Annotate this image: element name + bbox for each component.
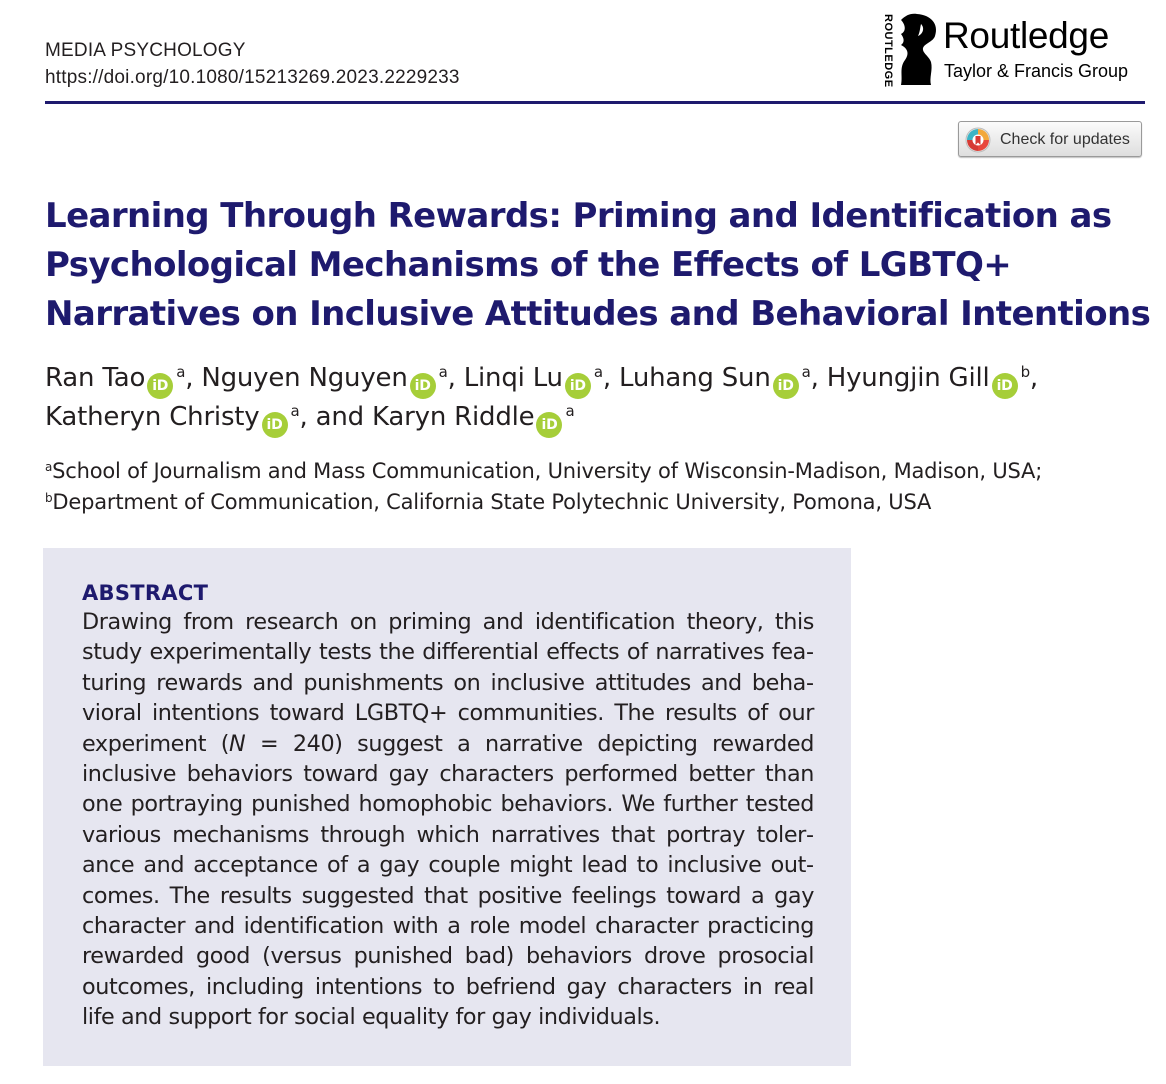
publisher-name: Routledge	[943, 15, 1109, 56]
check-for-updates-label: Check for updates	[1000, 131, 1130, 148]
orcid-icon[interactable]: iD	[410, 373, 436, 399]
author-separator: ,	[810, 363, 827, 393]
abstract-text-part-2: ) suggest a narrative depicting rewarded inclusive behaviors toward gay characters performed better than one portraying punished homophobic behaviors. We further tested various mechanisms through which narratives that portray tolerance and acceptance of a gay couple might lead to inclusive outcomes. The results suggested that positive feelings toward a gay character and identification with a role model character practicing rewarded good (versus punished bad) behaviors drove prosocial outcomes, including intentions to befriend gay characters in real life and support for social equality for gay individuals.	[82, 730, 814, 1031]
affiliation-text: School of Journalism and Mass Communication, University of Wisconsin-Madison, Madison, USA;	[52, 459, 1043, 483]
journal-header	[45, 37, 460, 91]
journal-name: MEDIA PSYCHOLOGY	[45, 40, 246, 61]
author-name: Linqi Lu	[463, 363, 563, 393]
author-separator: , and	[299, 402, 373, 432]
publisher-logo[interactable]	[878, 12, 1148, 88]
orcid-icon[interactable]: iD	[262, 412, 288, 438]
affiliation-text: Department of Communication, California State Polytechnic University, Pomona, USA	[52, 490, 932, 514]
author-separator: ,	[602, 363, 619, 393]
author-name: Luhang Sun	[618, 363, 771, 393]
author-affiliation-mark: a	[438, 363, 448, 381]
author-name: Katheryn Christy	[45, 402, 260, 432]
article-title: Learning Through Rewards: Priming and Identification as Psychological Mechanisms of the Effects of LGBTQ+ Narratives on Inclusive Attitudes and Behavioral Intentions	[45, 196, 1151, 334]
author-separator: ,	[447, 363, 464, 393]
author-list	[45, 360, 1155, 438]
affiliation-line	[45, 487, 1155, 518]
check-for-updates-button[interactable]	[958, 121, 1142, 157]
abstract-text	[82, 607, 814, 1033]
affiliation-mark: a	[45, 460, 53, 474]
publisher-group: Taylor & Francis Group	[944, 61, 1129, 81]
publisher-vertical-label: ROUTLEDGE	[882, 14, 894, 88]
author-affiliation-mark: b	[1020, 363, 1030, 381]
author-name: Hyungjin Gill	[826, 363, 990, 393]
orcid-icon[interactable]: iD	[992, 373, 1018, 399]
affiliation-mark: b	[45, 491, 53, 505]
abstract-n-value: = 240	[245, 730, 335, 757]
abstract-n-symbol: N	[229, 730, 246, 757]
author-name: Karyn Riddle	[372, 402, 535, 432]
orcid-icon[interactable]: iD	[147, 373, 173, 399]
abstract-text-part-1: Drawing from research on priming and identification theory, this study experimentally tests the differential effects of narratives featuring rewards and punishments on inclusive attitudes and behavioral intentions toward LGBTQ+ communities. The results of our experiment (	[82, 609, 814, 757]
author-affiliation-mark: a	[176, 363, 186, 381]
author-name: Nguyen Nguyen	[201, 363, 408, 393]
affiliation-line	[45, 456, 1155, 487]
author-separator: ,	[185, 363, 202, 393]
abstract-heading: ABSTRACT	[82, 581, 209, 605]
doi-link[interactable]: https://doi.org/10.1080/15213269.2023.2229233	[45, 67, 460, 88]
orcid-icon[interactable]: iD	[565, 373, 591, 399]
author-affiliation-mark: a	[290, 402, 300, 420]
author-affiliation-mark: a	[801, 363, 811, 381]
routledge-head-silhouette-icon	[895, 12, 941, 86]
crossmark-icon	[965, 127, 991, 153]
header-divider	[45, 101, 1145, 104]
author-separator: ,	[1029, 363, 1038, 393]
orcid-icon[interactable]: iD	[773, 373, 799, 399]
author-name: Ran Tao	[45, 363, 146, 393]
author-affiliation-mark: a	[593, 363, 603, 381]
author-affiliation-mark: a	[565, 402, 575, 420]
orcid-icon[interactable]: iD	[536, 412, 562, 438]
affiliations	[45, 456, 1155, 518]
